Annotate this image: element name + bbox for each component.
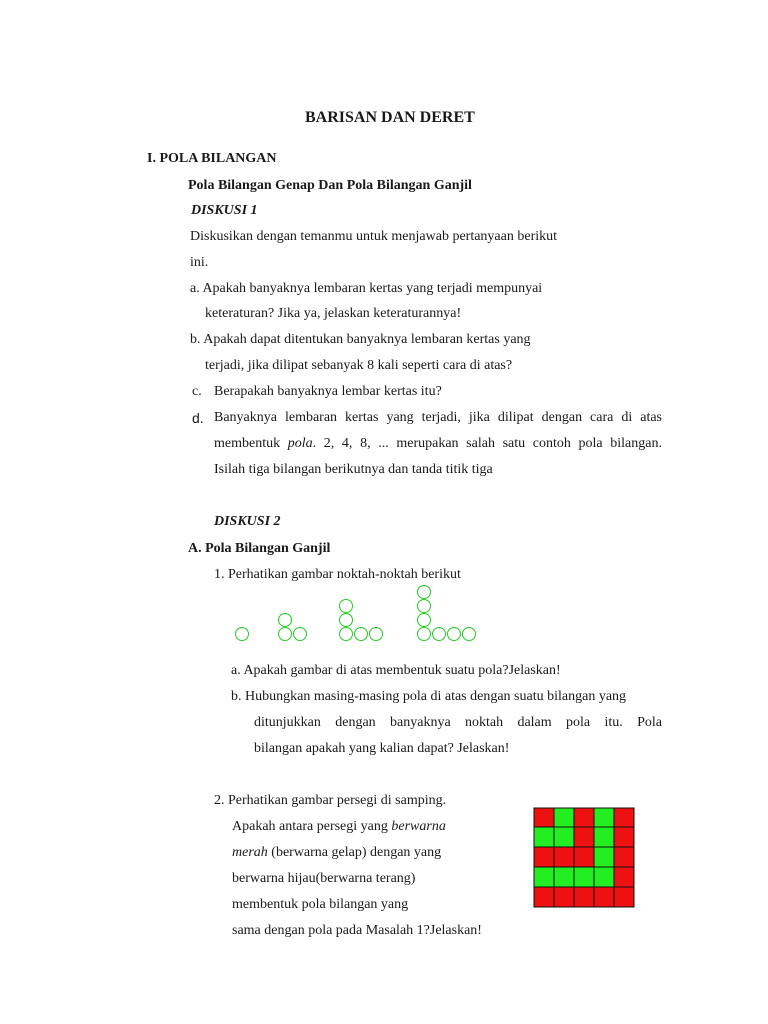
noktah-dot <box>448 628 461 641</box>
question-d-line-3: Isilah tiga bilangan berikutnya dan tanda titik tiga <box>214 462 493 477</box>
grid-cell-red <box>574 847 594 867</box>
item-2-line-2-pre: Apakah antara persegi yang <box>232 819 392 834</box>
item-1-question-a: a. Apakah gambar di atas membentuk suatu pola?Jelaskan! <box>231 663 561 678</box>
noktah-dot <box>418 586 431 599</box>
grid-cell-red <box>614 808 634 828</box>
item-2-line-3-post: (berwarna gelap) dengan yang <box>267 845 442 860</box>
noktah-dot <box>418 628 431 641</box>
grid-cell-green <box>534 867 554 887</box>
question-b-line-2: terjadi, jika dilipat sebanyak 8 kali seperti cara di atas? <box>205 358 513 373</box>
noktah-dot <box>463 628 476 641</box>
noktah-dot <box>340 614 353 627</box>
item-1-question-b-line-2: ditunjukkan dengan banyaknya noktah dalam pola itu. Pola <box>254 715 662 730</box>
question-d-line-2-post: . 2, 4, 8, ... merupakan salah satu contoh pola bilangan. <box>312 436 662 451</box>
grid-cell-green <box>554 808 574 828</box>
diskusi-1-intro-line-1: Diskusikan dengan temanmu untuk menjawab pertanyaan berikut <box>190 229 558 244</box>
noktah-dot <box>418 600 431 613</box>
noktah-dot <box>279 614 292 627</box>
item-2-line-1: 2. Perhatikan gambar persegi di samping. <box>214 793 447 808</box>
question-d-line-2-pre: membentuk <box>214 436 288 451</box>
item-1-text: 1. Perhatikan gambar noktah-noktah berikut <box>214 567 461 582</box>
term-pola: pola <box>287 436 313 451</box>
question-b-line-1: b. Apakah dapat ditentukan banyaknya lembaran kertas yang <box>190 332 531 347</box>
diskusi-2-label: DISKUSI 2 <box>214 514 281 529</box>
subheading: Pola Bilangan Genap Dan Pola Bilangan Ganjil <box>188 178 472 193</box>
noktah-dot <box>340 600 353 613</box>
grid-cell-red <box>574 827 594 847</box>
grid-cell-red <box>554 847 574 867</box>
noktah-dot <box>340 628 353 641</box>
question-a-line-1: a. Apakah banyaknya lembaran kertas yang terjadi mempunyai <box>190 281 543 296</box>
noktah-dot <box>370 628 383 641</box>
grid-cell-green <box>554 827 574 847</box>
grid-cell-red <box>574 808 594 828</box>
item-2-line-3 <box>232 844 441 862</box>
question-d-line-2 <box>214 435 662 453</box>
item-2-line-5: membentuk pola bilangan yang <box>232 897 409 912</box>
term-merah: merah <box>232 845 268 860</box>
noktah-dot <box>355 628 368 641</box>
question-c-text: Berapakah banyaknya lembar kertas itu? <box>214 384 442 399</box>
grid-cell-green <box>594 827 614 847</box>
item-2-line-2 <box>232 818 446 836</box>
grid-cell-red <box>554 887 574 907</box>
section-heading: I. POLA BILANGAN <box>147 151 277 166</box>
term-berwarna: berwarna <box>391 819 446 834</box>
dot-pattern-figure <box>228 585 488 645</box>
grid-cell-red <box>614 887 634 907</box>
grid-cell-red <box>614 867 634 887</box>
item-1-question-b-line-3: bilangan apakah yang kalian dapat? Jelaskan! <box>254 741 510 756</box>
noktah-dot <box>279 628 292 641</box>
item-1-question-b-line-1: b. Hubungkan masing-masing pola di atas dengan suatu bilangan yang <box>231 689 627 704</box>
noktah-dot <box>433 628 446 641</box>
grid-cell-red <box>594 887 614 907</box>
diskusi-1-label: DISKUSI 1 <box>191 203 258 218</box>
question-d-marker: d. <box>192 410 204 426</box>
question-c-marker: c. <box>192 384 202 399</box>
grid-cell-red <box>614 827 634 847</box>
grid-cell-red <box>614 847 634 867</box>
pola-ganjil-heading: A. Pola Bilangan Ganjil <box>188 541 331 556</box>
item-2-line-6: sama dengan pola pada Masalah 1?Jelaskan! <box>232 923 482 938</box>
item-2-line-4: berwarna hijau(berwarna terang) <box>232 871 416 886</box>
grid-cell-green <box>574 867 594 887</box>
noktah-dot <box>236 628 249 641</box>
grid-cell-red <box>534 847 554 867</box>
grid-cell-red <box>534 808 554 828</box>
grid-cell-green <box>554 867 574 887</box>
grid-cell-green <box>594 847 614 867</box>
square-grid-figure <box>533 807 637 908</box>
noktah-dot <box>294 628 307 641</box>
question-a-line-2: keteraturan? Jika ya, jelaskan keteraturannya! <box>205 306 462 321</box>
question-d-line-1: Banyaknya lembaran kertas yang terjadi, jika dilipat dengan cara di atas <box>214 410 662 425</box>
grid-cell-red <box>534 887 554 907</box>
grid-cell-green <box>594 808 614 828</box>
grid-cell-red <box>574 887 594 907</box>
grid-cell-green <box>594 867 614 887</box>
noktah-dot <box>418 614 431 627</box>
diskusi-1-intro-line-2: ini. <box>190 255 209 270</box>
grid-cell-green <box>534 827 554 847</box>
page-title: BARISAN DAN DERET <box>305 109 475 126</box>
